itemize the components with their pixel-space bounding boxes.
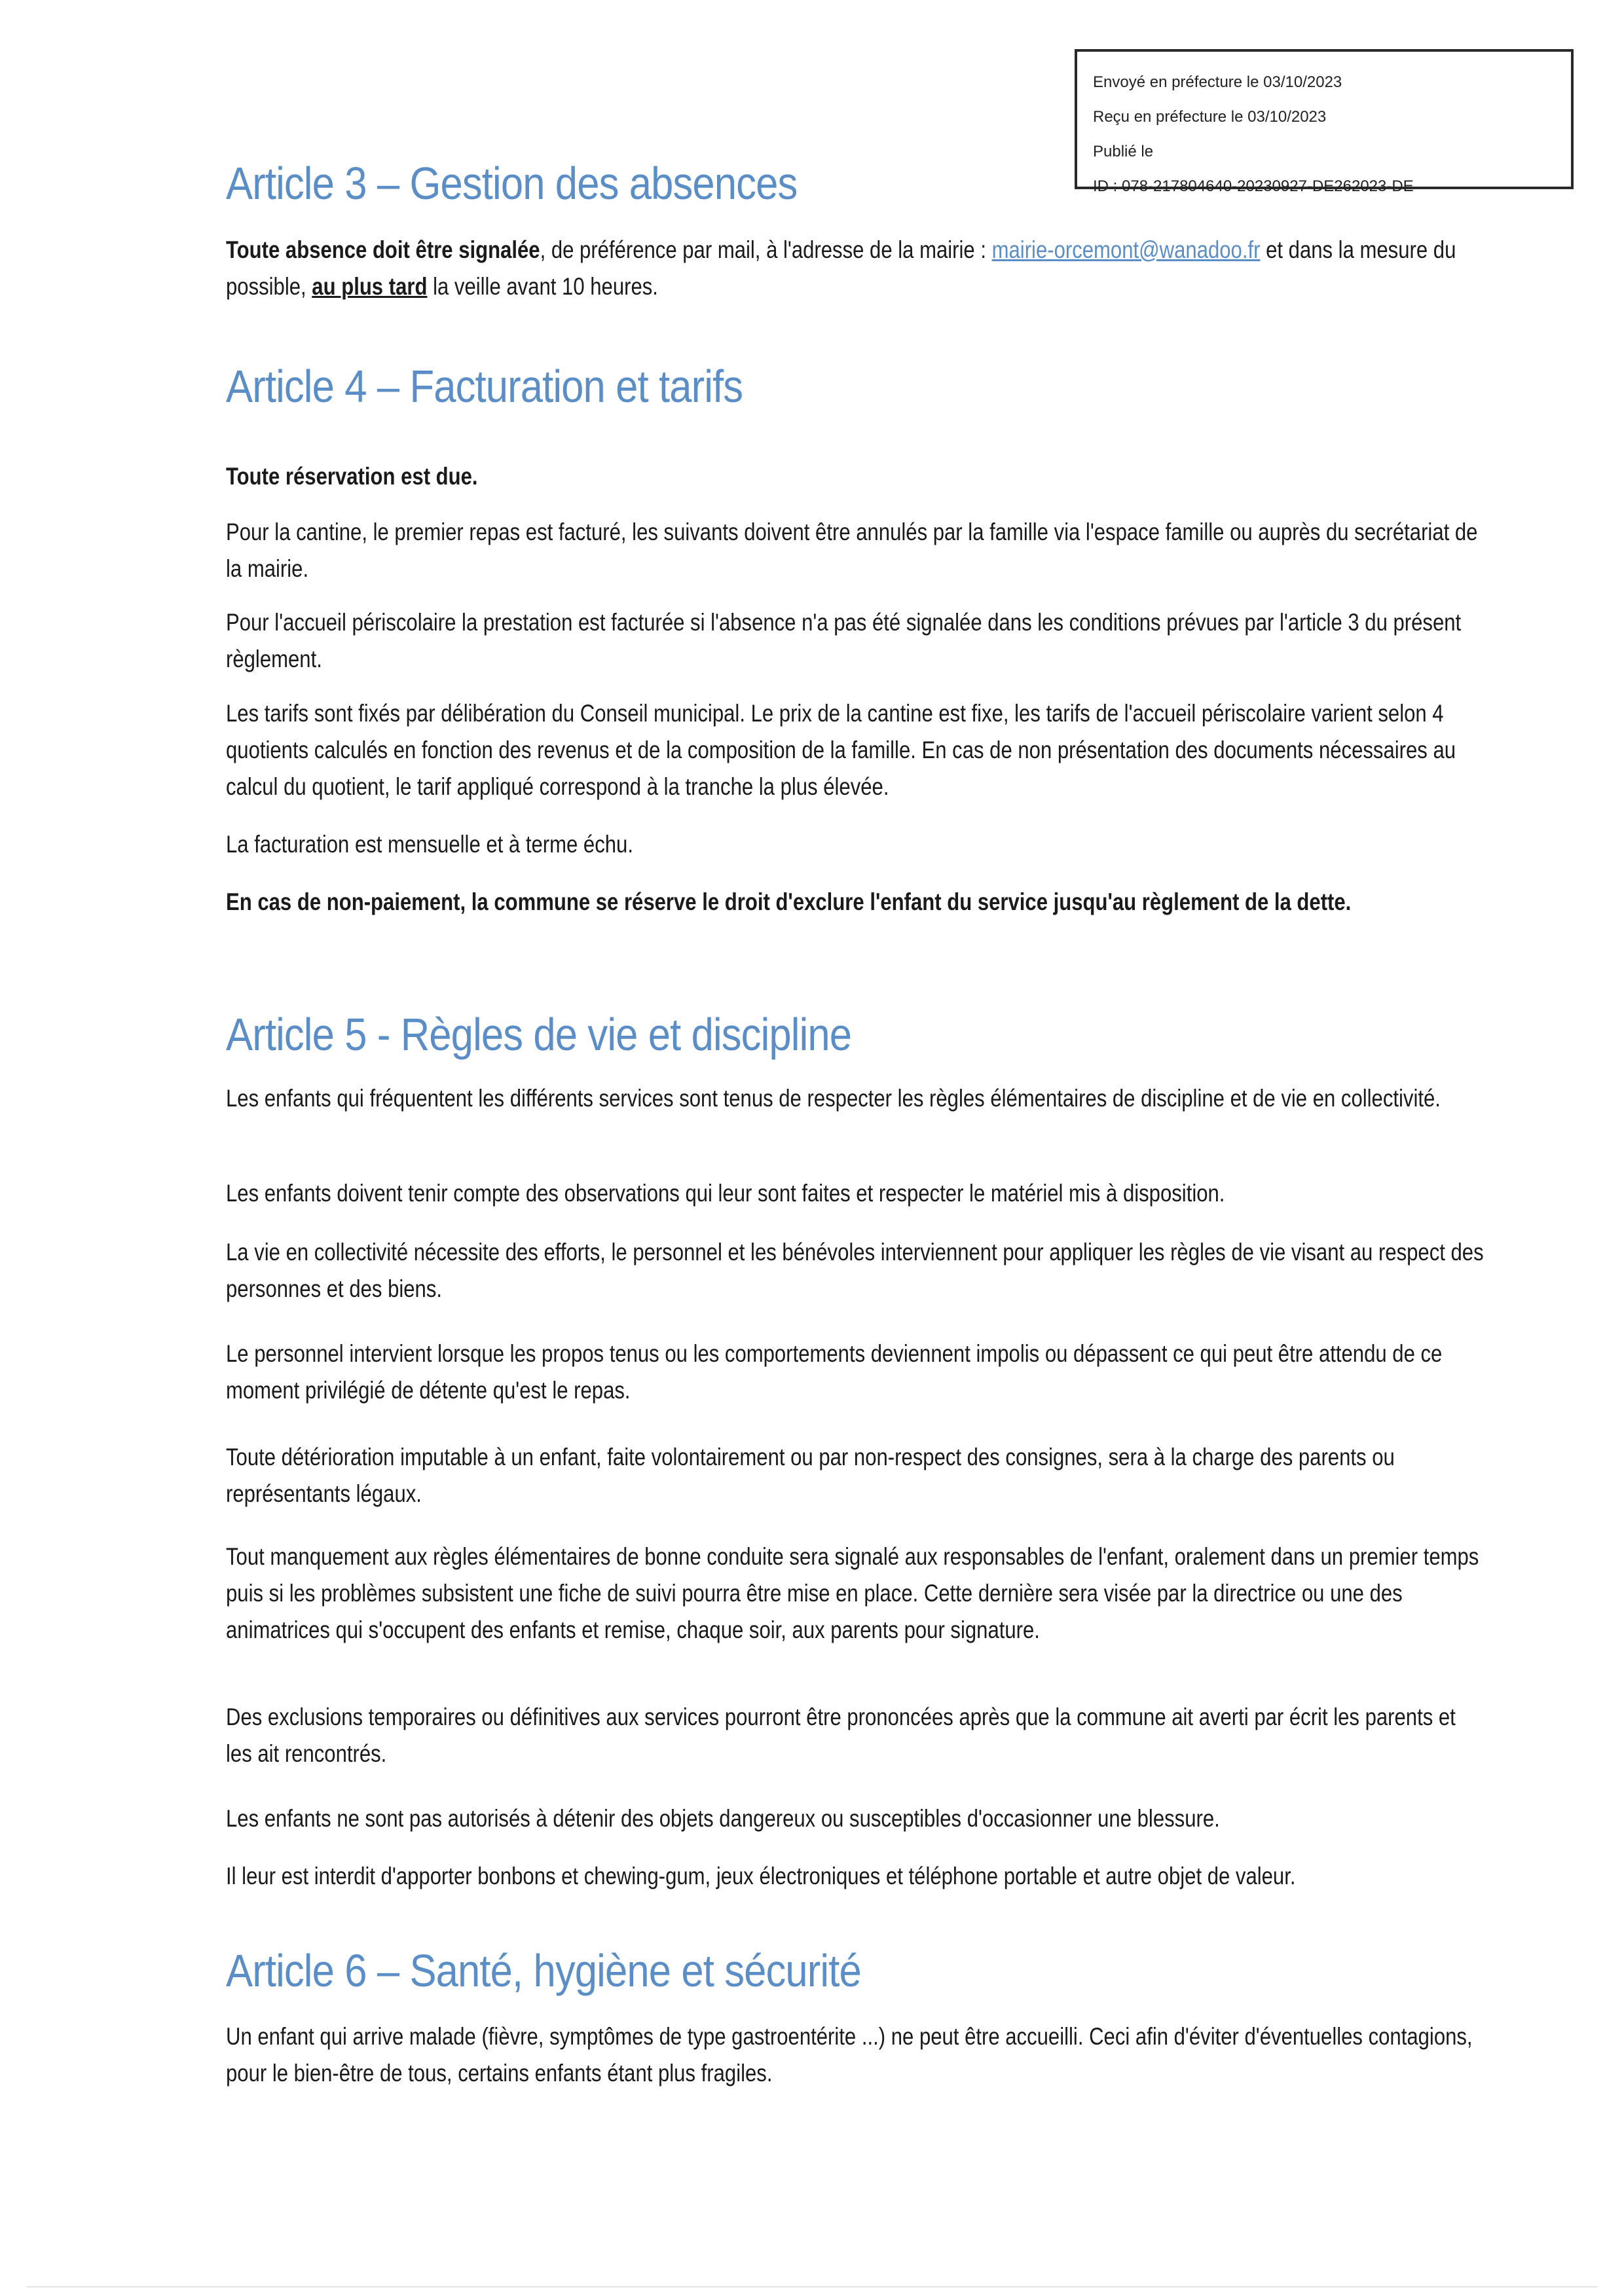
article-4-paragraph-2: Pour la cantine, le premier repas est facturé, les suivants doivent être annulés par la famille via l'espace famille ou auprès du secrétariat de la mairie. bbox=[226, 519, 1478, 582]
article-4-title: Article 4 – Facturation et tarifs bbox=[226, 361, 743, 412]
article-5-paragraph-1: Les enfants qui fréquentent les différents services sont tenus de respecter les règles élémentaires de discipline et de vie en collectivité. bbox=[226, 1085, 1441, 1112]
article-5-paragraph-2: Les enfants doivent tenir compte des observations qui leur sont faites et respecter le matériel mis à disposition. bbox=[226, 1180, 1225, 1207]
deadline-emphasis: au plus tard bbox=[312, 273, 428, 300]
article-4-paragraph-4: Les tarifs sont fixés par délibération du Conseil municipal. Le prix de la cantine est fixe, les tarifs de l'accueil périscolaire varient selon 4 quotients calculés en fonction des revenus et de la composition de la famille. En cas de non présentation des documents nécessaires au calcul du quotient, le tarif appliqué correspond à la tranche la plus élevée. bbox=[226, 700, 1456, 800]
article-5-paragraph-9: Il leur est interdit d'apporter bonbons et chewing-gum, jeux électroniques et téléphone portable et autre objet de valeur. bbox=[226, 1863, 1296, 1889]
stamp-received-date: Reçu en préfecture le 03/10/2023 bbox=[1093, 108, 1327, 126]
article-5-paragraph-6: Tout manquement aux règles élémentaires de bonne conduite sera signalé aux responsables de l'enfant, oralement dans un premier temps puis si les problèmes subsistent une fiche de suivi pourra être mise en place. Cette dernière sera visée par la directrice ou une des animatrices qui s'occupent des enfants et remise, chaque soir, aux parents pour signature. bbox=[226, 1543, 1479, 1643]
stamp-published: Publié le bbox=[1093, 143, 1154, 160]
article-5-paragraph-4: Le personnel intervient lorsque les propos tenus ou les comportements deviennent impolis ou dépassent ce qui peut être attendu de ce moment privilégié de détente qu'est le repas. bbox=[226, 1340, 1443, 1404]
article-5-paragraph-7: Des exclusions temporaires ou définitives aux services pourront être prononcées après que la commune ait averti par écrit les parents et les ait rencontrés. bbox=[226, 1704, 1456, 1767]
stamp-id: ID : 078-217804640-20230927-DE262023-DE bbox=[1093, 177, 1414, 195]
article-3-bold-lead: Toute absence doit être signalée bbox=[226, 236, 540, 263]
stamp-sent-date: Envoyé en préfecture le 03/10/2023 bbox=[1093, 73, 1342, 91]
page-bottom-rule bbox=[26, 2286, 1598, 2287]
article-5-paragraph-3: La vie en collectivité nécessite des efforts, le personnel et les bénévoles interviennent pour appliquer les règles de vie visant au respect des personnes et des biens. bbox=[226, 1239, 1484, 1302]
article-4-paragraph-6: En cas de non-paiement, la commune se réserve le droit d'exclure l'enfant du service jusqu'au règlement de la dette. bbox=[226, 888, 1352, 915]
article-6-paragraph-1: Un enfant qui arrive malade (fièvre, symptômes de type gastroentérite ...) ne peut être accueilli. Ceci afin d'éviter d'éventuelles contagions, pour le bien-être de tous, certains enfants étant plus fragiles. bbox=[226, 2023, 1473, 2086]
article-3-paragraph: Toute absence doit être signalée, de préférence par mail, à l'adresse de la mairie : mairie-orcemont@wanadoo.fr et dans la mesure du possible, au plus tard la veille avant 10 heures. bbox=[226, 236, 1456, 300]
article-5-title: Article 5 - Règles de vie et discipline bbox=[226, 1009, 852, 1060]
article-6-title: Article 6 – Santé, hygiène et sécurité bbox=[226, 1945, 861, 1996]
article-4-paragraph-1: Toute réservation est due. bbox=[226, 463, 478, 490]
article-3-title: Article 3 – Gestion des absences bbox=[226, 158, 798, 209]
mairie-email-link[interactable]: mairie-orcemont@wanadoo.fr bbox=[991, 236, 1261, 263]
prefecture-stamp bbox=[1075, 49, 1574, 195]
article-5-paragraph-5: Toute détérioration imputable à un enfant, faite volontairement ou par non-respect des consignes, sera à la charge des parents ou représentants légaux. bbox=[226, 1444, 1395, 1507]
article-4-paragraph-3: Pour l'accueil périscolaire la prestation est facturée si l'absence n'a pas été signalée dans les conditions prévues par l'article 3 du présent règlement. bbox=[226, 609, 1462, 672]
article-4-paragraph-5: La facturation est mensuelle et à terme échu. bbox=[226, 831, 633, 858]
article-5-paragraph-8: Les enfants ne sont pas autorisés à détenir des objets dangereux ou susceptibles d'occasionner une blessure. bbox=[226, 1805, 1220, 1832]
